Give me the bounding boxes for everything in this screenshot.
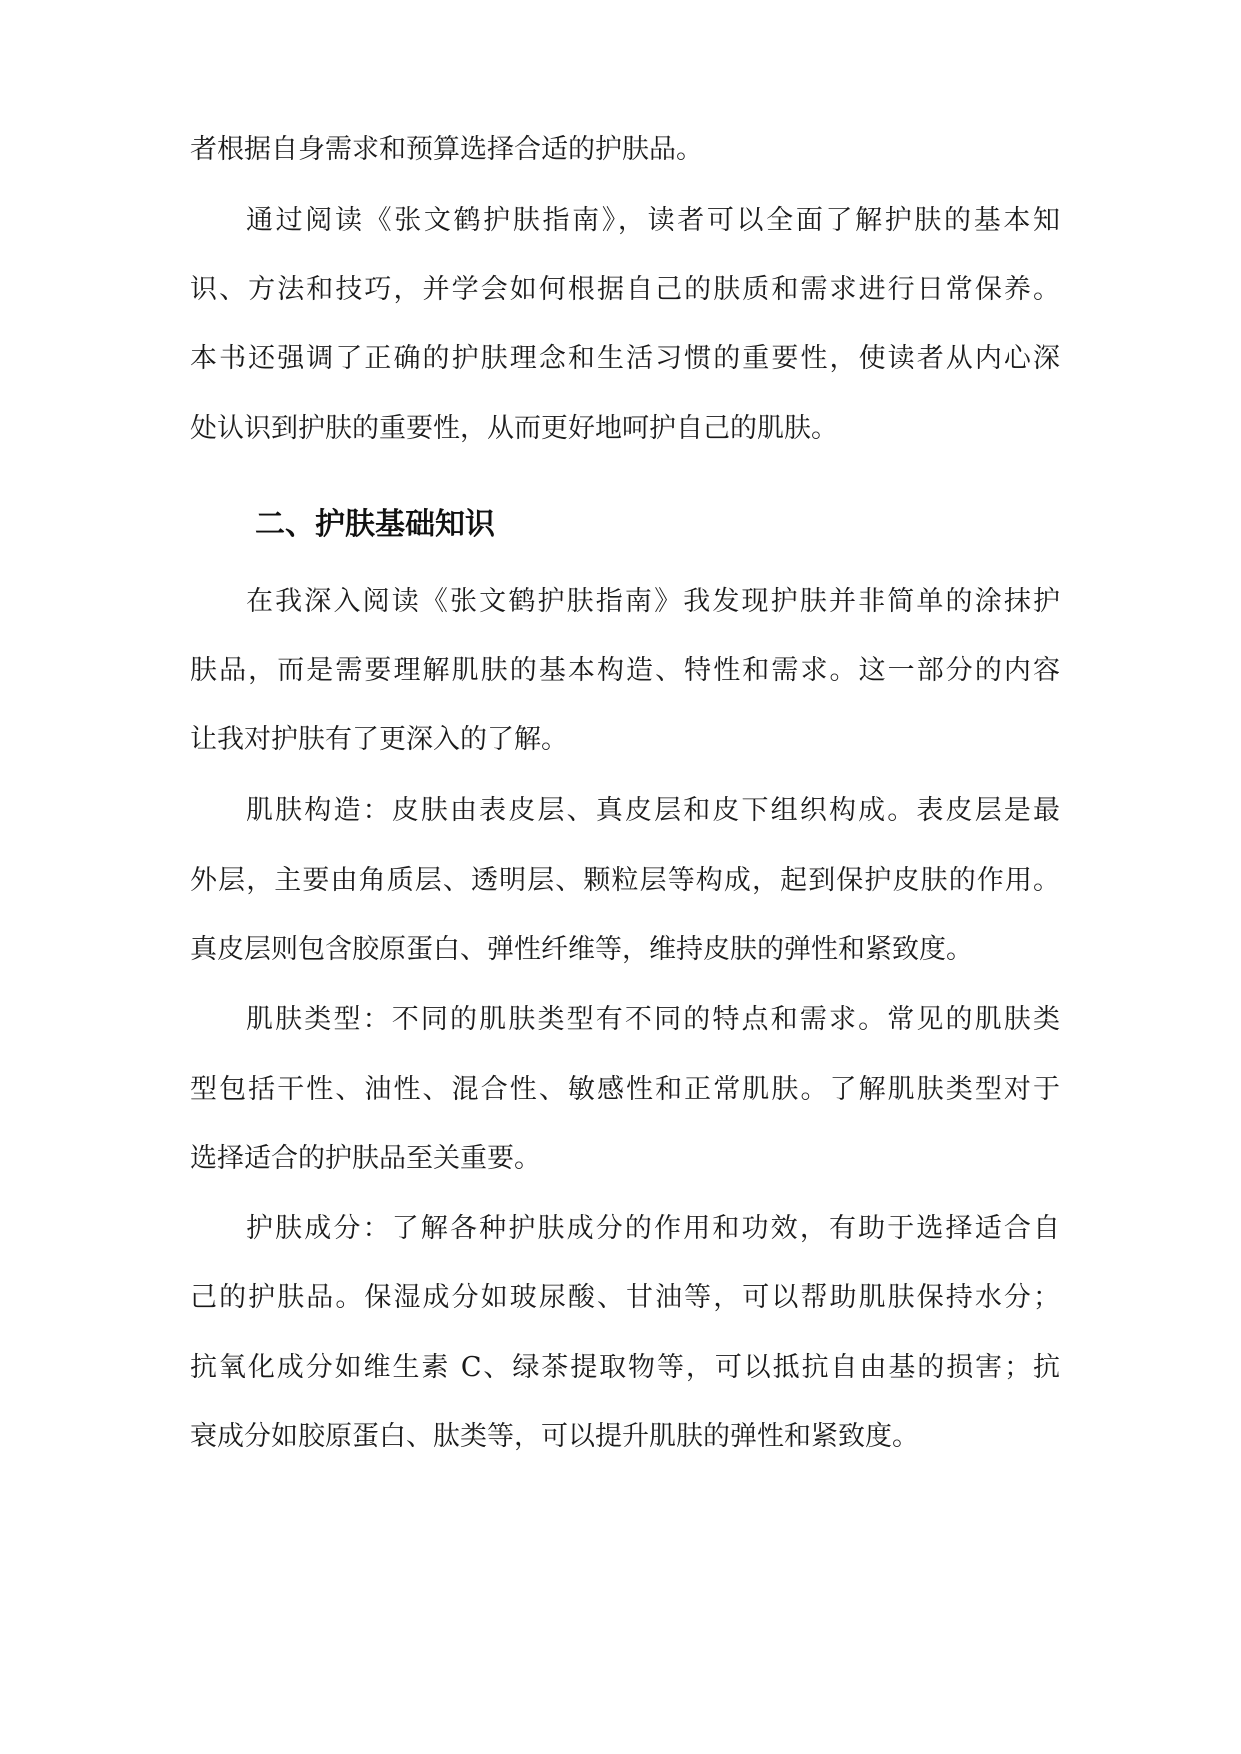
paragraph-line: 处认识到护肤的重要性，从而更好地呵护自己的肌肤。: [190, 413, 838, 444]
paragraph-line: 己的护肤品。保湿成分如玻尿酸、甘油等，可以帮助肌肤保持水分；: [190, 1282, 1060, 1313]
paragraph-line: 抗氧化成分如维生素 C、绿茶提取物等，可以抵抗自由基的损害；抗: [190, 1352, 1060, 1383]
paragraph-line: 让我对护肤有了更深入的了解。: [190, 724, 568, 755]
paragraph-line: 肌肤构造：皮肤由表皮层、真皮层和皮下组织构成。表皮层是最: [246, 795, 1060, 826]
paragraph-line: 护肤成分：了解各种护肤成分的作用和功效，有助于选择适合自: [246, 1213, 1060, 1244]
paragraph-line: 通过阅读《张文鹤护肤指南》，读者可以全面了解护肤的基本知: [246, 205, 1060, 236]
paragraph-line: 肤品，而是需要理解肌肤的基本构造、特性和需求。这一部分的内容: [190, 655, 1060, 686]
paragraph-line: 识、方法和技巧，并学会如何根据自己的肤质和需求进行日常保养。: [190, 274, 1060, 305]
paragraph-line: 真皮层则包含胶原蛋白、弹性纤维等，维持皮肤的弹性和紧致度。: [190, 934, 973, 965]
paragraph-line: 者根据自身需求和预算选择合适的护肤品。: [190, 134, 703, 165]
paragraph-line: 肌肤类型：不同的肌肤类型有不同的特点和需求。常见的肌肤类: [246, 1004, 1060, 1035]
paragraph-line: 本书还强调了正确的护肤理念和生活习惯的重要性，使读者从内心深: [190, 343, 1060, 374]
section-heading: 二、护肤基础知识: [255, 507, 495, 542]
paragraph-line: 型包括干性、油性、混合性、敏感性和正常肌肤。了解肌肤类型对于: [190, 1074, 1060, 1105]
paragraph-line: 选择适合的护肤品至关重要。: [190, 1143, 541, 1174]
paragraph-line: 外层，主要由角质层、透明层、颗粒层等构成，起到保护皮肤的作用。: [190, 865, 1060, 896]
paragraph-line: 衰成分如胶原蛋白、肽类等，可以提升肌肤的弹性和紧致度。: [190, 1421, 919, 1452]
paragraph-line: 在我深入阅读《张文鹤护肤指南》我发现护肤并非简单的涂抹护: [246, 586, 1060, 617]
